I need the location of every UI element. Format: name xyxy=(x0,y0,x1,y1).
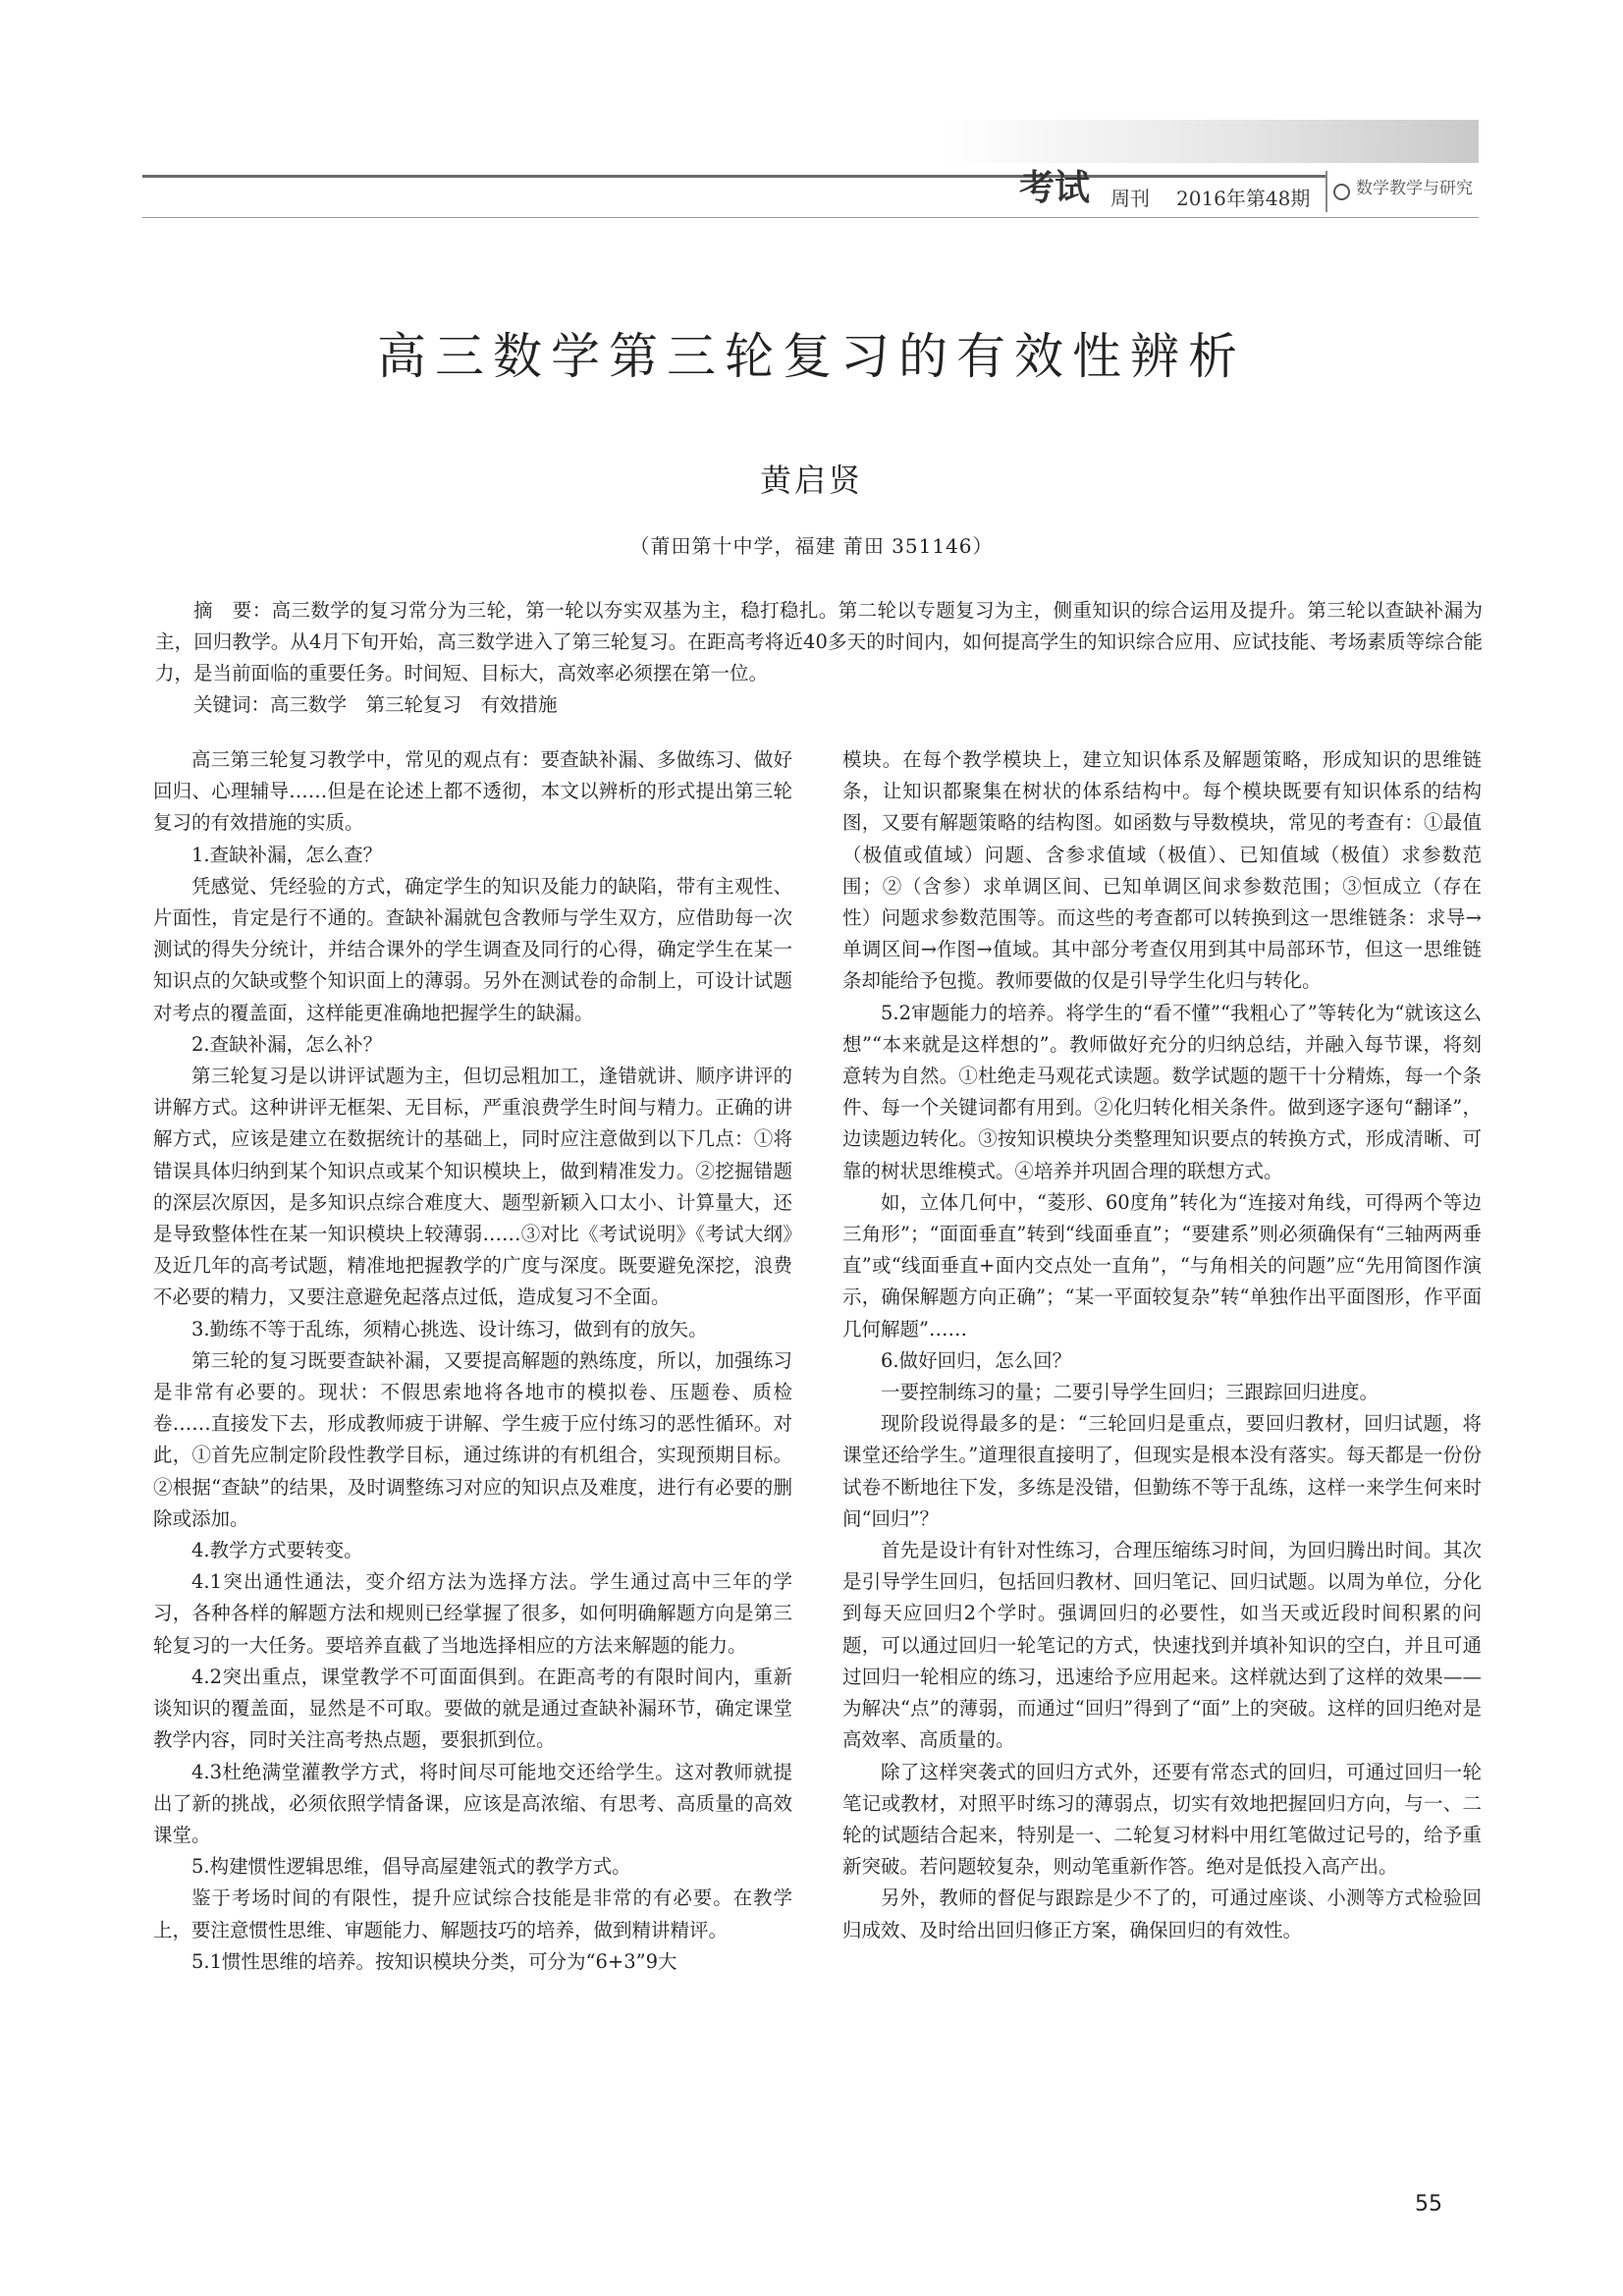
section-heading: 5.构建惯性逻辑思维，倡导高屋建瓴式的教学方式。 xyxy=(191,1855,631,1879)
paragraph: 4.1突出通性通法，变介绍方法为选择方法。学生通过高中三年的学习，各种各样的解题方法和规则已经掌握了很多，如何明确解题方向是第三轮复习的一大任务。要培养直截了当地选择相应的方法来解题的能力。 xyxy=(153,1570,792,1657)
paragraph: 一要控制练习的量；二要引导学生回归；三跟踪回归进度。 xyxy=(881,1381,1380,1404)
section-heading: 4.教学方式要转变。 xyxy=(191,1539,363,1562)
paragraph: 第三轮的复习既要查缺补漏，又要提高解题的熟练度，所以，加强练习是非常有必要的。现状：不假思索地将各地市的模拟卷、压题卷、质检卷……直接发下去，形成教师疲于讲解、学生疲于应付练习的恶性循环。对此，①首先应制定阶段性教学目标，通过练讲的有机组合，实现预期目标。②根据“查缺”的结果，及时调整练习对应的知识点及难度，进行有必要的删除或添加。 xyxy=(153,1348,792,1530)
paragraph: 高三第三轮复习教学中，常见的观点有：要查缺补漏、多做练习、做好回归、心理辅导……但是在论述上都不透彻，本文以辨析的形式提出第三轮复习的有效措施的实质。 xyxy=(153,748,792,835)
paragraph: 另外，教师的督促与跟踪是少不了的，可通过座谈、小测等方式检验回归成效、及时给出回归修正方案，确保回归的有效性。 xyxy=(842,1886,1482,1941)
paragraph: 4.2突出重点，课堂教学不可面面俱到。在距高考的有限时间内，重新谈知识的覆盖面，显然是不可取。要做的就是通过查缺补漏环节，确定课堂教学内容，同时关注高考热点题，要狠抓到位。 xyxy=(153,1665,792,1752)
keywords: 关键词：高三数学 第三轮复习 有效措施 xyxy=(193,693,558,716)
paragraph: 凭感觉、凭经验的方式，确定学生的知识及能力的缺陷，带有主观性、片面性，肯定是行不通的。查缺补漏就包含教师与学生双方，应借助每一次测试的得失分统计，并结合课外的学生调查及同行的心得，确定学生在某一知识点的欠缺或整个知识面上的薄弱。另外在测试卷的命制上，可设计试题对考点的覆盖面，这样能更准确地把握学生的缺漏。 xyxy=(153,874,792,1024)
paragraph: 第三轮复习是以讲评试题为主，但切忌粗加工，逢错就讲、顺序讲评的讲解方式。这种讲评无框架、无目标，严重浪费学生时间与精力。正确的讲解方式，应该是建立在数据统计的基础上，同时应注意做到以下几点：①将错误具体归纳到某个知识点或某个知识模块上，做到精准发力。②挖掘错题的深层次原因，是多知识点综合难度大、题型新颖入口太小、计算量大，还是导致整体性在某一知识模块上较薄弱……③对比《考试说明》《考试大纲》及近几年的高考试题，精准地把握教学的广度与深度。既要避免深挖，浪费不必要的精力，又要注意避免起落点过低，造成复习不全面。 xyxy=(153,1065,792,1309)
journal-weekly: 周刊 xyxy=(1110,187,1150,210)
paragraph: 模块。在每个教学模块上，建立知识体系及解题策略，形成知识的思维链条，让知识都聚集在树状的体系结构中。每个模块既要有知识体系的结构图，又要有解题策略的结构图。如函数与导数模块，常见的考查有：①最值（极值或值域）问题、含参求值域（极值）、已知值域（极值）求参数范围；②（含参）求单调区间、已知单调区间求参数范围；③恒成立（存在性）问题求参数范围等。而这些的考查都可以转换到这一思维链条：求导→单调区间→作图→值域。其中部分考查仅用到其中局部环节，但这一思维链条却能给予包揽。教师要做的仅是引导学生化归与转化。 xyxy=(842,748,1482,993)
header-gradient-band xyxy=(943,120,1479,163)
section-name: 数学教学与研究 xyxy=(1356,179,1473,198)
journal-name: 考试 xyxy=(1019,168,1091,208)
header-rule xyxy=(142,217,1479,218)
paragraph: 5.2审题能力的培养。将学生的“看不懂”“我粗心了”等转化为“就该这么想”“本来就是这样想的”。教师做好充分的归纳总结，并融入每节课，将刻意转为自然。①杜绝走马观花式读题。数学试题的题干十分精炼，每一个条件、每一个关键词都有用到。②化归转化相关条件。做到逐字逐句“翻译”，边读题边转化。③按知识模块分类整理知识要点的转换方式，形成清晰、可靠的树状思维模式。④培养并巩固合理的联想方式。 xyxy=(842,1001,1482,1182)
paragraph: 如，立体几何中，“菱形、60度角”转化为“连接对角线，可得两个等边三角形”；“面面垂直”转到“线面垂直”；“要建系”则必须确保有“三轴两两垂直”或“线面垂直+面内交点处一直角”，“与角相关的问题”应“先用简图作演示，确保解题方向正确”；“某一平面较复杂”转“单独作出平面图形，作平面几何解题”…… xyxy=(842,1190,1482,1340)
left-column xyxy=(153,744,792,1978)
paragraph: 首先是设计有针对性练习，合理压缩练习时间，为回归腾出时间。其次是引导学生回归，包括回归教材、回归笔记、回归试题。以周为单位，分化到每天应回归2个学时。强调回归的必要性，如当天或近段时间积累的问题，可以通过回归一轮笔记的方式，快速找到并填补知识的空白，并且可通过回归一轮相应的练习，迅速给予应用起来。这样就达到了这样的效果——为解决“点”的薄弱，而通过“回归”得到了“面”上的突破。这样的回归绝对是高效率、高质量的。 xyxy=(842,1539,1482,1752)
section-heading: 1.查缺补漏，怎么查？ xyxy=(191,843,383,866)
paragraph: 4.3杜绝满堂灌教学方式，将时间尽可能地交还给学生。这对教师就提出了新的挑战，必须依照学情备课，应该是高浓缩、有思考、高质量的高效课堂。 xyxy=(153,1760,792,1846)
journal-issue: 2016年第48期 xyxy=(1176,187,1311,210)
abstract xyxy=(155,595,1483,689)
circle-icon xyxy=(1333,184,1350,200)
author-name: 黄启贤 xyxy=(759,462,863,499)
paragraph: 现阶段说得最多的是：“三轮回归是重点，要回归教材，回归试题，将课堂还给学生。”道理很直接明了，但现实是根本没有落实。每天都是一份份试卷不断地往下发，多练是没错，但勤练不等于乱练，这样一来学生何来时间“回归”？ xyxy=(842,1412,1482,1530)
header-bar xyxy=(142,175,1479,178)
right-column xyxy=(842,744,1482,1946)
section-heading: 2.查缺补漏，怎么补？ xyxy=(191,1032,383,1056)
author-affiliation: （莆田第十中学，福建 莆田 351146） xyxy=(629,534,994,558)
section-heading: 3.勤练不等于乱练，须精心挑选、设计练习，做到有的放矢。 xyxy=(191,1317,708,1340)
section-heading: 6.做好回归，怎么回？ xyxy=(881,1348,1072,1372)
article-title: 高三数学第三轮复习的有效性辨析 xyxy=(377,328,1246,385)
page-number: 55 xyxy=(1415,2192,1442,2216)
abstract-text: 摘 要：高三数学的复习常分为三轮，第一轮以夯实双基为主，稳打稳扎。第二轮以专题复习为主，侧重知识的综合运用及提升。第三轮以查缺补漏为主，回归教学。从4月下旬开始，高三数学进入了第三轮复习。在距高考将近40多天的时间内，如何提高学生的知识综合应用、应试技能、考场素质等综合能力，是当前面临的重要任务。时间短、目标大，高效率必须摆在第一位。 xyxy=(155,599,1483,684)
paragraph: 鉴于考场时间的有限性，提升应试综合技能是非常的有必要。在教学上，要注意惯性思维、审题能力、解题技巧的培养，做到精讲精评。 xyxy=(153,1886,792,1941)
paragraph: 除了这样突袭式的回归方式外，还要有常态式的回归，可通过回归一轮笔记或教材，对照平时练习的薄弱点，切实有效地把握回归方向，与一、二轮的试题结合起来，特别是一、二轮复习材料中用红笔做过记号的，给予重新突破。若问题较复杂，则动笔重新作答。绝对是低投入高产出。 xyxy=(842,1760,1482,1879)
paragraph: 5.1惯性思维的培养。按知识模块分类，可分为“6+3”9大 xyxy=(191,1949,677,1973)
